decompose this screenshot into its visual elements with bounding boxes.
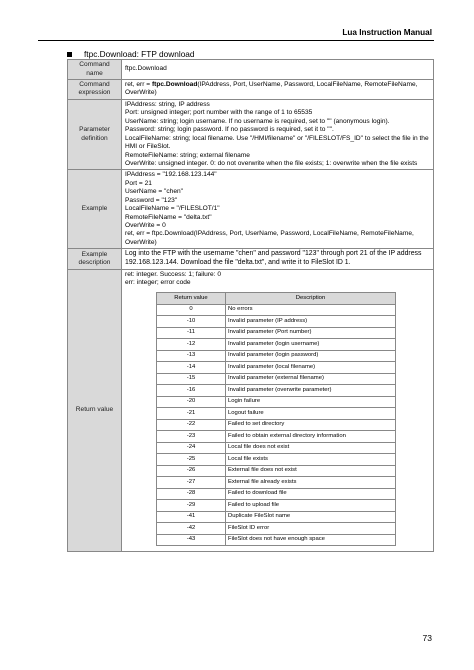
- return-value-content: [122, 269, 434, 551]
- table-row: [157, 419, 396, 431]
- return-code-cell: -24: [157, 442, 226, 454]
- return-description-cell: FileSlot ID error: [226, 523, 396, 535]
- return-code-cell: -28: [157, 488, 226, 500]
- return-code-cell: -15: [157, 373, 226, 385]
- parameter-line: RemoteFileName: string; external filename: [125, 151, 250, 159]
- return-code-cell: -22: [157, 419, 226, 431]
- table-row: [157, 488, 396, 500]
- return-description-cell: Failed to upload file: [226, 500, 396, 512]
- return-code-cell: -43: [157, 534, 226, 546]
- header-divider: [38, 40, 434, 41]
- table-row: [157, 362, 396, 374]
- page-number: 73: [422, 633, 432, 643]
- example-label: Example: [68, 170, 122, 249]
- example-line: RemoteFileName = "delta.txt": [125, 213, 212, 221]
- error-code-table: [156, 292, 396, 547]
- return-description-cell: External file does not exist: [226, 465, 396, 477]
- table-row: [157, 327, 396, 339]
- description-column-header: Description: [226, 292, 396, 304]
- return-description-cell: FileSlot does not have enough space: [226, 534, 396, 546]
- return-value-row: [68, 269, 434, 551]
- parameter-label: Parameter definition: [68, 99, 122, 170]
- parameter-list: [122, 99, 434, 170]
- return-code-cell: -25: [157, 454, 226, 466]
- section-heading: [67, 49, 195, 59]
- parameter-line: IPAddress: string, IP address: [125, 100, 210, 108]
- return-value-label: Return value: [68, 269, 122, 551]
- return-code-cell: -42: [157, 523, 226, 535]
- return-line: ret: integer. Success: 1; failure: 0: [125, 270, 222, 278]
- return-code-cell: -26: [157, 465, 226, 477]
- command-name-value: ftpc.Download: [122, 60, 434, 80]
- return-description-cell: Invalid parameter (overwrite parameter): [226, 385, 396, 397]
- return-value-column-header: Return value: [157, 292, 226, 304]
- table-row: [157, 408, 396, 420]
- return-description-cell: Invalid parameter (login username): [226, 339, 396, 351]
- error-code-rows: [157, 304, 396, 546]
- example-description-text: Log into the FTP with the username "chen" and password "123" through port 21 of the IP address 192.168.123.144. Download the file "delta.txt", and write it to FileSlot ID 1.: [122, 249, 434, 270]
- error-code-header-row: [157, 292, 396, 304]
- table-row: [157, 523, 396, 535]
- return-code-cell: -29: [157, 500, 226, 512]
- example-line: IPAddress = "192.168.123.144": [125, 171, 217, 179]
- example-line: LocalFileName = "/FILESLOT/1": [125, 205, 220, 213]
- example-description-row: [68, 249, 434, 270]
- return-code-cell: -13: [157, 350, 226, 362]
- example-line: OverWrite = 0: [125, 222, 166, 229]
- return-code-cell: -14: [157, 362, 226, 374]
- return-description-cell: Login failure: [226, 396, 396, 408]
- return-code-cell: 0: [157, 304, 226, 316]
- expression-prefix: ret, err =: [125, 81, 152, 88]
- table-row: [157, 442, 396, 454]
- square-bullet-icon: [67, 52, 72, 57]
- return-description-cell: Invalid parameter (IP address): [226, 316, 396, 328]
- parameter-line: UserName: string; login username. If no username is required, set to "" (anonymous login).: [125, 117, 390, 125]
- return-code-cell: -16: [157, 385, 226, 397]
- return-code-cell: -21: [157, 408, 226, 420]
- table-row: [157, 339, 396, 351]
- table-row: [157, 477, 396, 489]
- return-description-cell: Failed to download file: [226, 488, 396, 500]
- return-code-cell: -20: [157, 396, 226, 408]
- command-expression-row: [68, 80, 434, 100]
- return-code-cell: -41: [157, 511, 226, 523]
- table-row: [157, 534, 396, 546]
- section-title: ftpc.Download: FTP download: [84, 49, 195, 59]
- table-row: [157, 465, 396, 477]
- command-expression-label: Command expression: [68, 80, 122, 100]
- table-row: [157, 500, 396, 512]
- command-table: [67, 59, 434, 552]
- example-code: [122, 170, 434, 249]
- return-description-cell: Duplicate FileSlot name: [226, 511, 396, 523]
- example-line: ret, err = ftpc.Download(IPAddress, Port, UserName, Password, LocalFileName, RemoteFileName, OverWrite): [125, 230, 414, 246]
- expression-function: ftpc.Download: [151, 81, 198, 88]
- return-description-cell: Local file does not exist: [226, 442, 396, 454]
- return-description-cell: Logout failure: [226, 408, 396, 420]
- return-description-cell: Invalid parameter (login password): [226, 350, 396, 362]
- parameter-line: Port: unsigned integer; port number with the range of 1 to 65535: [125, 109, 313, 117]
- return-description-cell: Invalid parameter (external filename): [226, 373, 396, 385]
- table-row: [157, 385, 396, 397]
- parameter-row: [68, 99, 434, 170]
- table-row: [157, 431, 396, 443]
- table-row: [157, 373, 396, 385]
- return-code-cell: -27: [157, 477, 226, 489]
- return-code-cell: -11: [157, 327, 226, 339]
- return-description-cell: No errors: [226, 304, 396, 316]
- return-description-cell: Failed to obtain external directory information: [226, 431, 396, 443]
- manual-title: Lua Instruction Manual: [342, 28, 432, 37]
- return-code-cell: -12: [157, 339, 226, 351]
- table-row: [157, 316, 396, 328]
- command-name-label: Command name: [68, 60, 122, 80]
- example-line: Port = 21: [125, 179, 152, 187]
- expression-args: (IPAddress, Port, UserName, Password, LocalFileName, RemoteFileName, OverWrite): [125, 81, 418, 97]
- return-code-cell: -23: [157, 431, 226, 443]
- table-row: [157, 396, 396, 408]
- return-description-cell: Failed to set directory: [226, 419, 396, 431]
- example-row: [68, 170, 434, 249]
- parameter-line: Password: string; login password. If no password is required, set it to "".: [125, 126, 334, 134]
- return-description-cell: Invalid parameter (Port number): [226, 327, 396, 339]
- return-description-cell: Local file exists: [226, 454, 396, 466]
- example-line: UserName = "chen": [125, 188, 184, 196]
- table-row: [157, 350, 396, 362]
- table-row: [157, 304, 396, 316]
- parameter-line: LocalFileName: string; local filename. Use "/HMI/filename" or "/FILESLOT/FS_ID" to select the file in the HMI or FileSlot.: [125, 134, 429, 151]
- return-line: err: integer; error code: [125, 279, 191, 287]
- return-description-cell: External file already exists: [226, 477, 396, 489]
- command-name-row: [68, 60, 434, 80]
- parameter-line: OverWrite: unsigned integer. 0: do not overwrite when the file exists; 1: overwrite when the file exists: [125, 159, 418, 167]
- example-line: Password = "123": [125, 196, 178, 204]
- return-description-cell: Invalid parameter (local filename): [226, 362, 396, 374]
- return-code-cell: -10: [157, 316, 226, 328]
- example-description-label: Example description: [68, 249, 122, 270]
- table-row: [157, 454, 396, 466]
- command-expression-value: [122, 80, 434, 100]
- table-row: [157, 511, 396, 523]
